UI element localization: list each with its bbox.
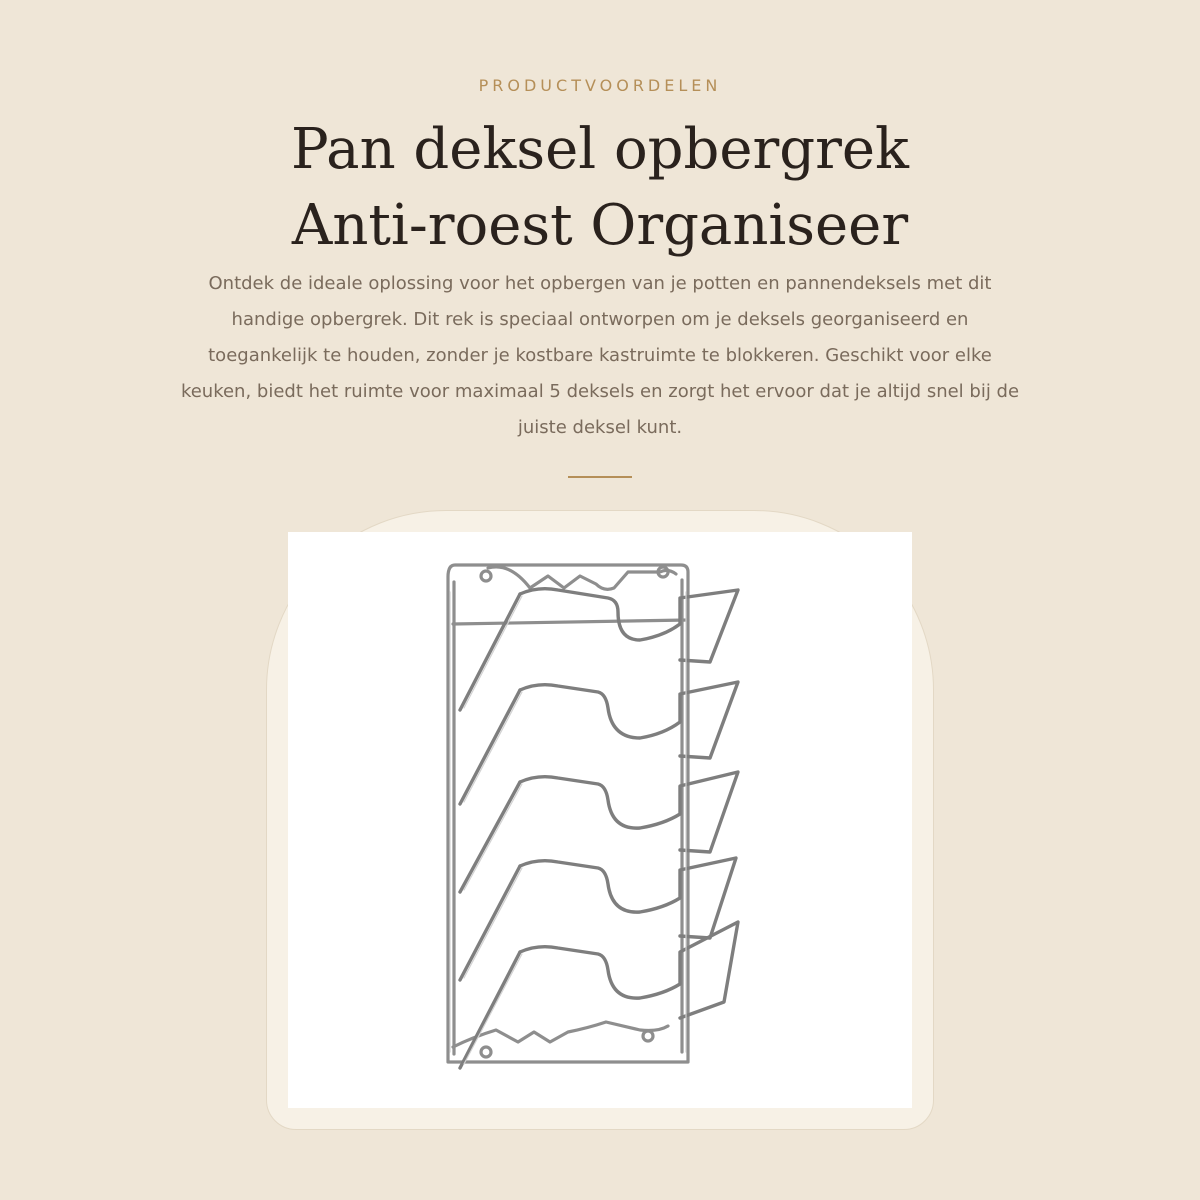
eyebrow-label: PRODUCTVOORDELEN bbox=[478, 76, 722, 95]
page-title bbox=[0, 112, 1200, 264]
title-line-1: Pan deksel opbergrek bbox=[291, 117, 909, 182]
title-line-2: Anti-roest Organiseer bbox=[291, 193, 909, 258]
product-description: Ontdek de ideale oplossing voor het opbergen van je potten en pannendeksels met dit handige opbergrek. Dit rek is speciaal ontworpen om je deksels georganiseerd en toegankelijk te houden, zonder je kostbare kastruimte te blokkeren. Geschikt voor elke keuken, biedt het ruimte voor maximaal 5 deksels en zorgt het ervoor dat je altijd snel bij de juiste deksel kunt. bbox=[180, 273, 1020, 438]
wall-mounted-lid-rack-illustration bbox=[288, 532, 912, 1108]
product-image bbox=[288, 532, 912, 1108]
divider bbox=[568, 476, 632, 478]
